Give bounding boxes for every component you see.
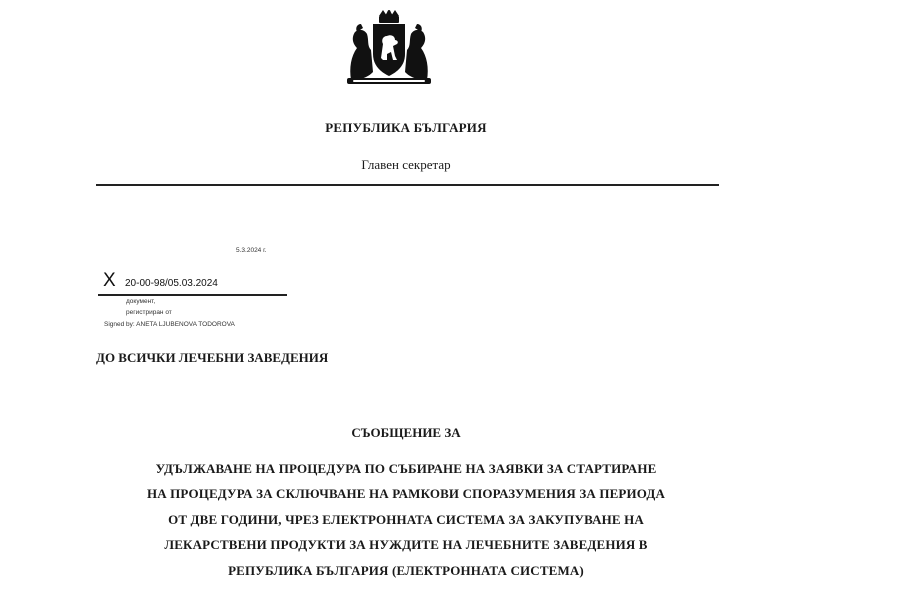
- coat-of-arms-icon: [343, 10, 435, 86]
- signature-line: [98, 294, 287, 296]
- signature-label-document: документ,: [126, 298, 156, 305]
- country-title: РЕПУБЛИКА БЪЛГАРИЯ: [325, 120, 487, 135]
- message-line: УДЪЛЖАВАНЕ НА ПРОЦЕДУРА ПО СЪБИРАНЕ НА ЗАЯВКИ ЗА СТАРТИРАНЕ: [155, 461, 657, 476]
- signature-mark: X: [103, 270, 116, 291]
- recipient: ДО ВСИЧКИ ЛЕЧЕБНИ ЗАВЕДЕНИЯ: [96, 350, 329, 365]
- office-title: Главен секретар: [361, 157, 451, 172]
- message-line: ЛЕКАРСТВЕНИ ПРОДУКТИ ЗА НУЖДИТЕ НА ЛЕЧЕБНИТЕ ЗАВЕДЕНИЯ В: [164, 537, 648, 552]
- header-divider: [96, 184, 719, 186]
- signed-by: Signed by: ANETA LJUBENOVA TODOROVA: [104, 321, 235, 328]
- message-line: РЕПУБЛИКА БЪЛГАРИЯ (ЕЛЕКТРОННАТА СИСТЕМА): [228, 563, 584, 578]
- registration-number: 20-00-98/05.03.2024: [125, 278, 218, 289]
- message-title: СЪОБЩЕНИЕ ЗА: [351, 425, 461, 440]
- message-line: НА ПРОЦЕДУРА ЗА СКЛЮЧВАНЕ НА РАМКОВИ СПОРАЗУМЕНИЯ ЗА ПЕРИОДА: [146, 486, 666, 501]
- signature-date: 5.3.2024 г.: [236, 247, 267, 254]
- signature-label-registered: регистриран от: [126, 309, 172, 316]
- message-line: ОТ ДВЕ ГОДИНИ, ЧРЕЗ ЕЛЕКТРОННАТА СИСТЕМА ЗА ЗАКУПУВАНЕ НА: [168, 512, 644, 527]
